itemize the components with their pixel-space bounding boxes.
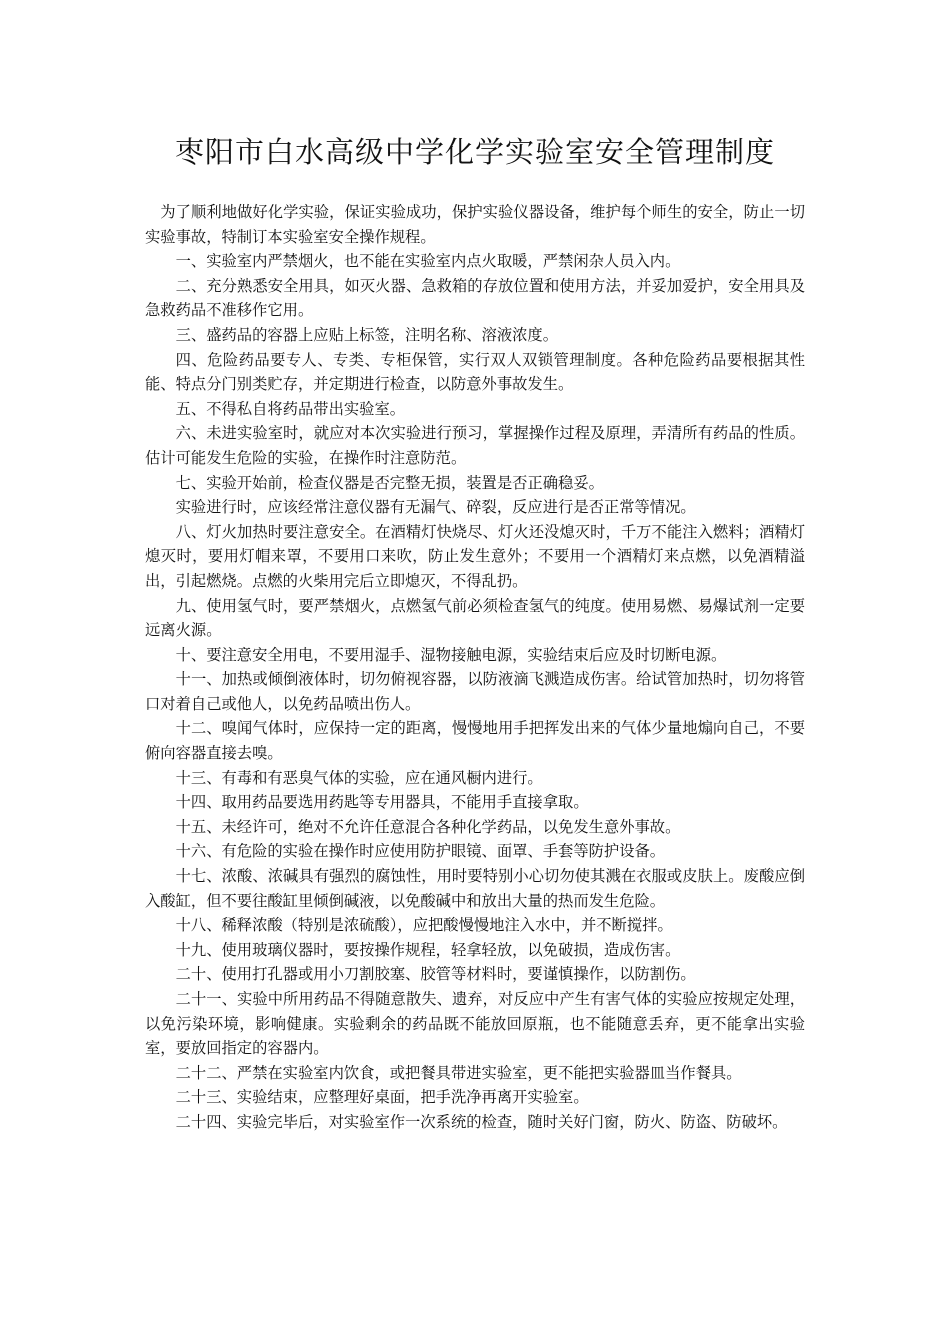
document-body bbox=[145, 200, 805, 1135]
rule-5: 五、不得私自将药品带出实验室。 bbox=[175, 399, 406, 418]
rule-17: 十七、浓酸、浓碱具有强烈的腐蚀性，用时要特别小心切勿使其溅在衣服或皮肤上。废酸应倒入酸缸，但不要往酸缸里倾倒碱液，以免酸碱中和放出大量的热而发生危险。 bbox=[145, 867, 805, 910]
rule-9: 九、使用氢气时，要严禁烟火，点燃氢气前必须检查氢气的纯度。使用易燃、易爆试剂一定要远离火源。 bbox=[145, 596, 805, 640]
rule-3: 三、盛药品的容器上应贴上标签，注明名称、溶液浓度。 bbox=[175, 325, 559, 344]
document-title: 枣阳市白水高级中学化学实验室安全管理制度 bbox=[174, 135, 775, 169]
rule-21: 二十一、实验中所用药品不得随意散失、遗弃，对反应中产生有害气体的实验应按规定处理，以免污染环境，影响健康。实验剩余的药品既不能放回原瓶，也不能随意丢弃，更不能拿出实验室，要放回指定的容器内。 bbox=[145, 990, 805, 1058]
rule-22: 二十二、严禁在实验室内饮食，或把餐具带进实验室，更不能把实验器皿当作餐具。 bbox=[175, 1063, 742, 1082]
rule-20: 二十、使用打孔器或用小刀割胶塞、胶管等材料时，要谨慎操作，以防割伤。 bbox=[175, 965, 696, 984]
rule-15: 十五、未经许可，绝对不允许任意混合各种化学药品，以免发生意外事故。 bbox=[175, 817, 681, 836]
rule-10: 十、要注意安全用电，不要用湿手、湿物接触电源，实验结束后应及时切断电源。 bbox=[175, 645, 727, 664]
rule-14: 十四、取用药品要选用药匙等专用器具，不能用手直接拿取。 bbox=[175, 793, 589, 812]
rule-8: 八、灯火加热时要注意安全。在酒精灯快烧尽、灯火还没熄灭时，千万不能注入燃料；酒精灯熄灭时，要用灯帽来罩，不要用口来吹，防止发生意外；不要用一个酒精灯来点燃，以免酒精溢出，引起燃烧。点燃的火柴用完后立即熄灭，不得乱扔。 bbox=[145, 522, 805, 590]
rule-24: 二十四、实验完毕后，对实验室作一次系统的检查，随时关好门窗，防火、防盗、防破坏。 bbox=[175, 1112, 788, 1131]
rule-19: 十九、使用玻璃仪器时，要按操作规程，轻拿轻放，以免破损，造成伤害。 bbox=[175, 940, 681, 959]
rule-23: 二十三、实验结束，应整理好桌面，把手洗净再离开实验室。 bbox=[175, 1088, 589, 1107]
intro-paragraph: 为了顺利地做好化学实验，保证实验成功，保护实验仪器设备，维护每个师生的安全，防止一切实验事故，特制订本实验室安全操作规程。 bbox=[145, 203, 805, 246]
rule-1: 一、实验室内严禁烟火，也不能在实验室内点火取暖，严禁闲杂人员入内。 bbox=[175, 252, 681, 271]
rule-7: 七、实验开始前，检查仪器是否完整无损，装置是否正确稳妥。 bbox=[175, 473, 604, 492]
rule-12: 十二、嗅闻气体时，应保持一定的距离，慢慢地用手把挥发出来的气体少量地煽向自己，不要俯向容器直接去嗅。 bbox=[145, 719, 805, 763]
rule-2: 二、充分熟悉安全用具，如灭火器、急救箱的存放位置和使用方法，并妥加爱护，安全用具及急救药品不准移作它用。 bbox=[145, 276, 805, 320]
rule-7-continued: 实验进行时，应该经常注意仪器有无漏气、碎裂，反应进行是否正常等情况。 bbox=[175, 498, 696, 517]
rule-6: 六、未进实验室时，就应对本次实验进行预习，掌握操作过程及原理，弄清所有药品的性质。估计可能发生危险的实验，在操作时注意防范。 bbox=[145, 424, 805, 467]
rule-11: 十一、加热或倾倒液体时，切勿俯视容器，以防液滴飞溅造成伤害。给试管加热时，切勿将管口对着自己或他人，以免药品喷出伤人。 bbox=[145, 670, 805, 713]
rule-16: 十六、有危险的实验在操作时应使用防护眼镜、面罩、手套等防护设备。 bbox=[175, 842, 666, 861]
rule-13: 十三、有毒和有恶臭气体的实验，应在通风橱内进行。 bbox=[175, 768, 543, 787]
rule-18: 十八、稀释浓酸（特别是浓硫酸），应把酸慢慢地注入水中，并不断搅拌。 bbox=[175, 916, 673, 935]
rule-4: 四、危险药品要专人、专类、专柜保管，实行双人双锁管理制度。各种危险药品要根据其性能、特点分门别类贮存，并定期进行检查，以防意外事故发生。 bbox=[145, 350, 805, 394]
